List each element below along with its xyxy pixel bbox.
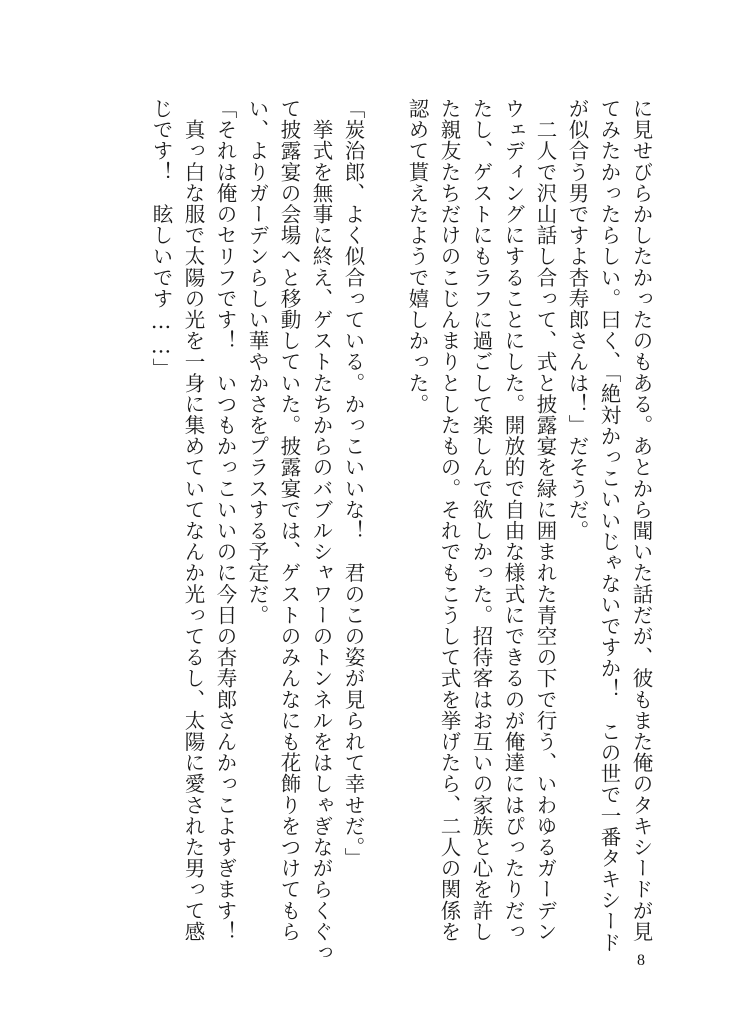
text-column: い、よりガーデンらしい華やかさをプラスする予定だ。 [245,98,269,626]
text-column [371,98,398,938]
text-column: 真っ白な服で太陽の光を一身に集めていてなんか光ってるし、太陽に愛された男って感 [181,98,205,942]
text-column: 「炭治郎、よく似合っている。かっこいいな！ 君のこの姿が見られて幸せだ。」 [341,98,365,869]
text-column: に見せびらかしたかったのもある。あとから聞いた話だが、彼もまた俺のタキシードが見 [629,98,653,942]
text-column: が似合う男ですよ杏寿郎さんは！」だそうだ。 [565,98,589,542]
text-column: たし、ゲストにもラフに過ごして楽しんで欲しかった。招待客はお互いの家族と心を許し [469,98,493,942]
text-column: 「それは俺のセリフです！ いつもかっこいいのに今日の杏寿郎さんかっこよすぎます！ [213,98,237,942]
text-column: 二人で沢山話し合って、式と披露宴を緑に囲まれた青空の下で行う、いわゆるガーデン [533,98,557,942]
text-column: てみたかったらしい。曰く、「絶対かっこいいじゃないですか！ この世で一番タキシード [597,98,621,953]
text-column: 挙式を無事に終え、ゲストたちからのバブルシャワーのトンネルをはしゃぎながらくぐっ [309,98,333,964]
text-column: ウェディングにすることにした。開放的で自由な様式にできるのが俺達にはぴったりだっ [501,98,525,942]
page-number: 8 [637,952,645,969]
text-column: た親友たちだけのこじんまりとしたもの。それでもこうして式を挙げたら、二人の関係を [437,98,461,942]
text-column: じです！ 眩しいです……」 [149,98,173,380]
text-column: て披露宴の会場へと移動していた。披露宴では、ゲストのみんなにも花飾りをつけてもら [277,98,301,942]
text-column: 認めて貰えたようで嬉しかった。 [405,98,429,415]
